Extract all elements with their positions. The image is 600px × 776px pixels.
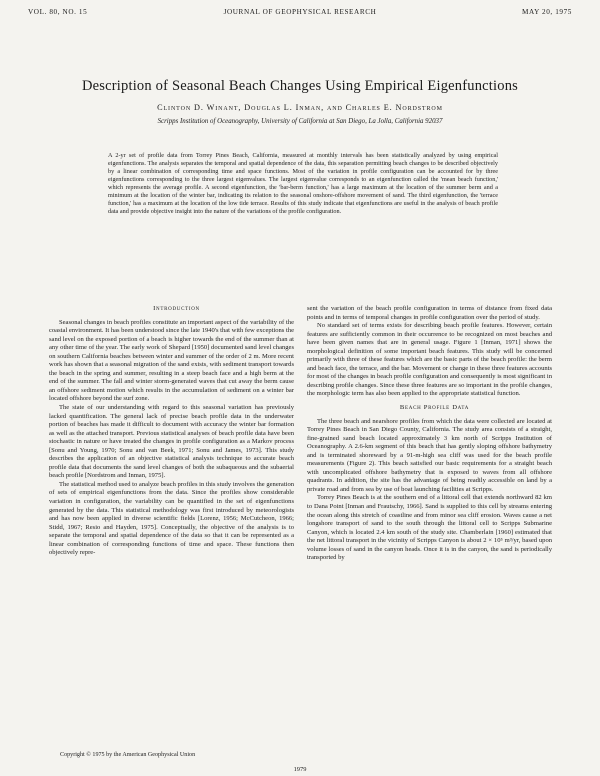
paragraph: The three beach and nearshore profiles from which the data were collected are located at Torrey Pines Beach in San Diego County, California. The study area consists of a straight, fine-grained sand beach located approximately 3 km north of Scripps Institution of Oceanography. A 2.6-km segment of this beach that has gently sloping offshore bathymetry and is terminated shoreward by a 91-m-high sea cliff was used for the beach profile measurements (Figure 2). This beach satisfied our basic requirements for a straight beach with uncomplicated offshore bathymetry that is exposed to waves from all offshore quadrants. In addition, the site has the advantage of being readily accessible on land by a private road and from sea by use of boat launching facilities at Scripps. — [307, 417, 552, 493]
paragraph: The state of our understanding with regard to this seasonal variation has previously lacked quantification. The general lack of precise beach profile data in the underwater portion of beaches has made it difficult to document with accuracy the winter bar formation as well as the attached transport. Previous statistical analyses of beach profile data have been stochastic in nature or have treated the changes in profile configuration as a Markov process [Sonu and Young, 1970; Sonu and van Beek, 1971; Sonu and James, 1973]. This study describes the application of an objective statistical analysis technique to accurate beach profile data that documents the sand level changes of both the subaqueous and the subaerial beach profile [Nordstrom and Inman, 1975]. — [49, 404, 294, 480]
copyright-notice: Copyright © 1975 by the American Geophysical Union — [60, 752, 196, 758]
running-header — [28, 8, 572, 20]
author-list: Clinton D. Winant, Douglas L. Inman, and Charles E. Nordstrom — [157, 103, 443, 112]
left-column — [49, 305, 294, 558]
paragraph-continuation: sent the variation of the beach profile configuration in terms of distance from fixed data points and in terms of temporal changes in profile configuration over the period of study. — [307, 305, 552, 321]
article-title: Description of Seasonal Beach Changes Using Empirical Eigenfunctions — [81, 78, 518, 94]
section-heading-beach-profile-data: Beach Profile Data — [399, 404, 470, 412]
paragraph: Torrey Pines Beach is at the southern end of a littoral cell that extends northward 82 km to Dana Point [Inman and Frautschy, 1966]. Sand is supplied to this cell by streams entering the ocean along this stretch of coastline and from minor sea cliff erosion. Waves cause a net longshore transport of sand to the south through the littoral cell to Scripps Submarine Canyon, which is located 2.4 km south of the study site. Chamberlain [1960] estimated that the net littoral transport in the vicinity of Scripps Canyon is about 2 × 10⁵ m³/yr, based upon volume losses of sand in the canyon heads. Once it is in the canyon, the sand is periodically transported by — [307, 494, 552, 562]
affiliation: Scripps Institution of Oceanography, University of California at San Diego, La Jolla, California 92037 — [157, 118, 443, 125]
abstract: A 2-yr set of profile data from Torrey Pines Beach, California, measured at monthly intervals has been statistically analyzed by using empirical eigenfunctions. The analysis separates the temporal and spatial dependence of the data, this separation permitting beach changes to be described objectively by a linear combination of corresponding time and space functions. Most of the variation in profile configuration can be accounted for by three eigenfunctions corresponding to the three largest eigenvalues. The largest eigenvalue corresponds to an eigenfunction called the 'mean beach function,' which represents the average profile. A second eigenfunction, the 'bar-berm function,' has a large maximum at the location of the summer berm and a minimum at the location of the winter bar, indicating its relation to the seasonal onshore-offshore movement of sand. The third eigenfunction, the 'terrace function,' has a maximum at the location of the low tide terrace. Results of this study indicate that eigenfunctions are useful in the analysis of beach profile data and provide objective insight into the nature of the variations of the profile configuration. — [108, 152, 498, 216]
paragraph: Seasonal changes in beach profiles constitute an important aspect of the variability of the coastal environment. It has been understood since the late 1940's that with few exceptions the sand level on the exposed portion of a beach is higher towards the end of the summer than at any other time of the year. The early work of Shepard [1950] documented sand level changes on southern California beaches between winter and summer of the order of 2 m. More recent work has shown that a seasonal migration of the sand exists, with sediment transport towards the beach in the spring and summer, resulting in a steep beach face and a high berm at the end of the summer. The fall and winter storm-generated waves that cut away the berm cause an offshore sediment motion which results in the accumulation of sediment on a winter bar located offshore beyond the surf zone. — [49, 318, 294, 403]
paragraph: No standard set of terms exists for describing beach profile features. However, certain features are sufficiently common in their occurrence to be recognized on most beaches and have been given names that are in general usage. Figure 1 [Inman, 1971] shows the morphological definition of some important beach features. This study will be concerned primarily with three of these features which are the basic parts of the beach profile: the berm and beach face, the terrace, and the bar. Movement or change in these three features accounts for most of the changes in beach profile configuration and consequently is most significant in describing profile changes. Since these three features are so important in the profile changes, the morphologic term has also been applied to the appropriate statistical function. — [307, 322, 552, 398]
section-heading-introduction: Introduction — [153, 305, 200, 312]
paragraph: The statistical method used to analyze beach profiles in this study involves the generation of sets of empirical eigenfunctions from the data. Since the profiles show considerable variation in configuration, the variability can be quantified in the set of eigenfunctions generated by the data. This statistical methodology was first introduced by meteorologists and has now been applied in diverse scientific fields [Lorenz, 1956; McCutcheon, 1966; Stidd, 1967; Resio and Hayden, 1975]. Conceptually, the objective of the analysis is to separate the temporal and spatial dependence of the data so that it can be represented as a linear combination of corresponding functions of time and space. These functions then objectively repre- — [49, 480, 294, 557]
volume-number: VOL. 80, NO. 15 — [28, 8, 88, 16]
right-column — [307, 305, 552, 563]
page-number: 1979 — [293, 766, 307, 773]
issue-date: MAY 20, 1975 — [522, 8, 572, 16]
journal-name: JOURNAL OF GEOPHYSICAL RESEARCH — [223, 8, 377, 16]
